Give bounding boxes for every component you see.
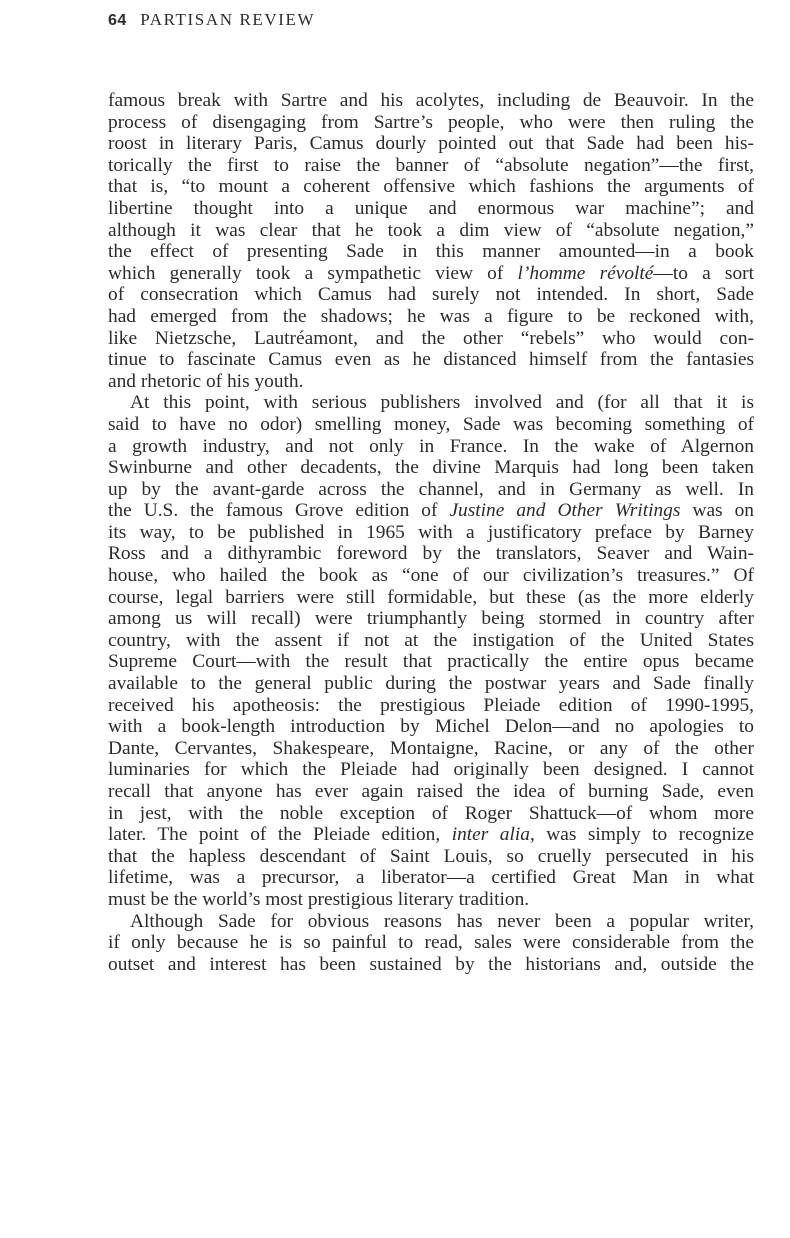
text-line: famous break with Sartre and his acolytes, including de Beauvoir. In the (108, 90, 754, 111)
text-line: house, who hailed the book as “one of our civilization’s treasures.” Of (108, 565, 754, 587)
text-line: must be the world’s most prestigious literary tradition. (108, 888, 530, 910)
text-line: that the hapless descendant of Saint Louis, so cruelly persecuted in his (108, 845, 754, 867)
text-run: later. The point of the Pleiade edition, (108, 824, 452, 846)
text-run: the U.S. the famous Grove edition of (108, 500, 450, 522)
text-line: in jest, with the noble exception of Roger Shattuck—of whom more (108, 802, 754, 824)
text-line: received his apotheosis: the prestigious Pleiade edition of 1990-1995, (108, 694, 754, 716)
text-line: At this point, with serious publishers involved and (for all that it is (130, 392, 754, 414)
text-run: —to a sort (653, 262, 754, 284)
text-run: which generally took a sympathetic view of (108, 262, 518, 284)
text-line: although it was clear that he took a dim view of “absolute negation,” (108, 219, 754, 241)
body-text (108, 90, 754, 975)
text-line: recall that anyone has ever again raised the idea of burning Sade, even (108, 781, 754, 802)
text-line: of consecration which Camus had surely not intended. In short, Sade (108, 284, 754, 306)
text-line: available to the general public during the postwar years and Sade finally (108, 673, 754, 695)
text-line: tinue to fascinate Camus even as he distanced himself from the fantasies (108, 349, 754, 371)
running-head (108, 10, 315, 30)
text-line (108, 824, 754, 846)
text-line: its way, to be published in 1965 with a justificatory preface by Barney (108, 521, 754, 543)
text-line: Supreme Court—with the result that practically the entire opus became (108, 651, 754, 673)
text-line: course, legal barriers were still formidable, but these (as the more elderly (108, 586, 754, 608)
text-line: process of disengaging from Sartre’s people, who were then ruling the (108, 111, 754, 133)
text-line: had emerged from the shadows; he was a figure to be reckoned with, (108, 305, 754, 327)
text-line: lifetime, was a precursor, a liberator—a certified Great Man in what (108, 867, 754, 889)
text-line: outset and interest has been sustained by the historians and, outside the (108, 953, 754, 975)
text-line: torically the first to raise the banner of “absolute negation”—the first, (108, 154, 754, 176)
text-run: , was simply to recognize (529, 824, 754, 846)
text-line: the effect of presenting Sade in this manner amounted—in a book (108, 241, 754, 263)
text-line: Ross and a dithyrambic foreword by the translators, Seaver and Wain- (108, 543, 754, 565)
text-line: like Nietzsche, Lautréamont, and the other “rebels” who would con- (108, 327, 754, 349)
text-line: luminaries for which the Pleiade had originally been designed. I cannot (108, 759, 754, 781)
text-line: Swinburne and other decadents, the divine Marquis had long been taken (108, 457, 754, 479)
text-line: Although Sade for obvious reasons has never been a popular writer, (130, 910, 754, 932)
page-number: 64 (108, 12, 127, 29)
text-line: libertine thought into a unique and enormous war machine”; and (108, 197, 754, 219)
paragraph-2 (108, 392, 754, 910)
paragraph-3 (108, 911, 754, 976)
text-line: with a book-length introduction by Michel Delon—and no apologies to (108, 716, 754, 738)
italic-phrase: inter alia (451, 824, 530, 846)
text-line: a growth industry, and not only in France. In the wake of Algernon (108, 435, 754, 457)
text-line: country, with the assent if not at the instigation of the United States (108, 629, 754, 651)
text-line: Dante, Cervantes, Shakespeare, Montaigne, Racine, or any of the other (108, 737, 754, 759)
paragraph-1 (108, 90, 754, 392)
text-line: roost in literary Paris, Camus dourly pointed out that Sade had been his- (108, 133, 754, 155)
italic-title: l’homme révolté (517, 262, 654, 284)
italic-title: Justine and Other Writings (449, 500, 681, 522)
text-line: among us will recall) were triumphantly being stormed in country after (108, 608, 754, 630)
text-run: was on (680, 500, 754, 522)
text-line: if only because he is so painful to read, sales were considerable from the (108, 932, 754, 954)
text-line: said to have no odor) smelling money, Sade was becoming something of (108, 413, 754, 435)
journal-title: PARTISAN REVIEW (140, 10, 316, 29)
text-line (108, 500, 754, 522)
text-line: and rhetoric of his youth. (108, 370, 304, 392)
text-line: up by the avant-garde across the channel, and in Germany as well. In (108, 478, 754, 500)
text-line (108, 263, 754, 285)
text-line: that is, “to mount a coherent offensive which fashions the arguments of (108, 176, 754, 198)
